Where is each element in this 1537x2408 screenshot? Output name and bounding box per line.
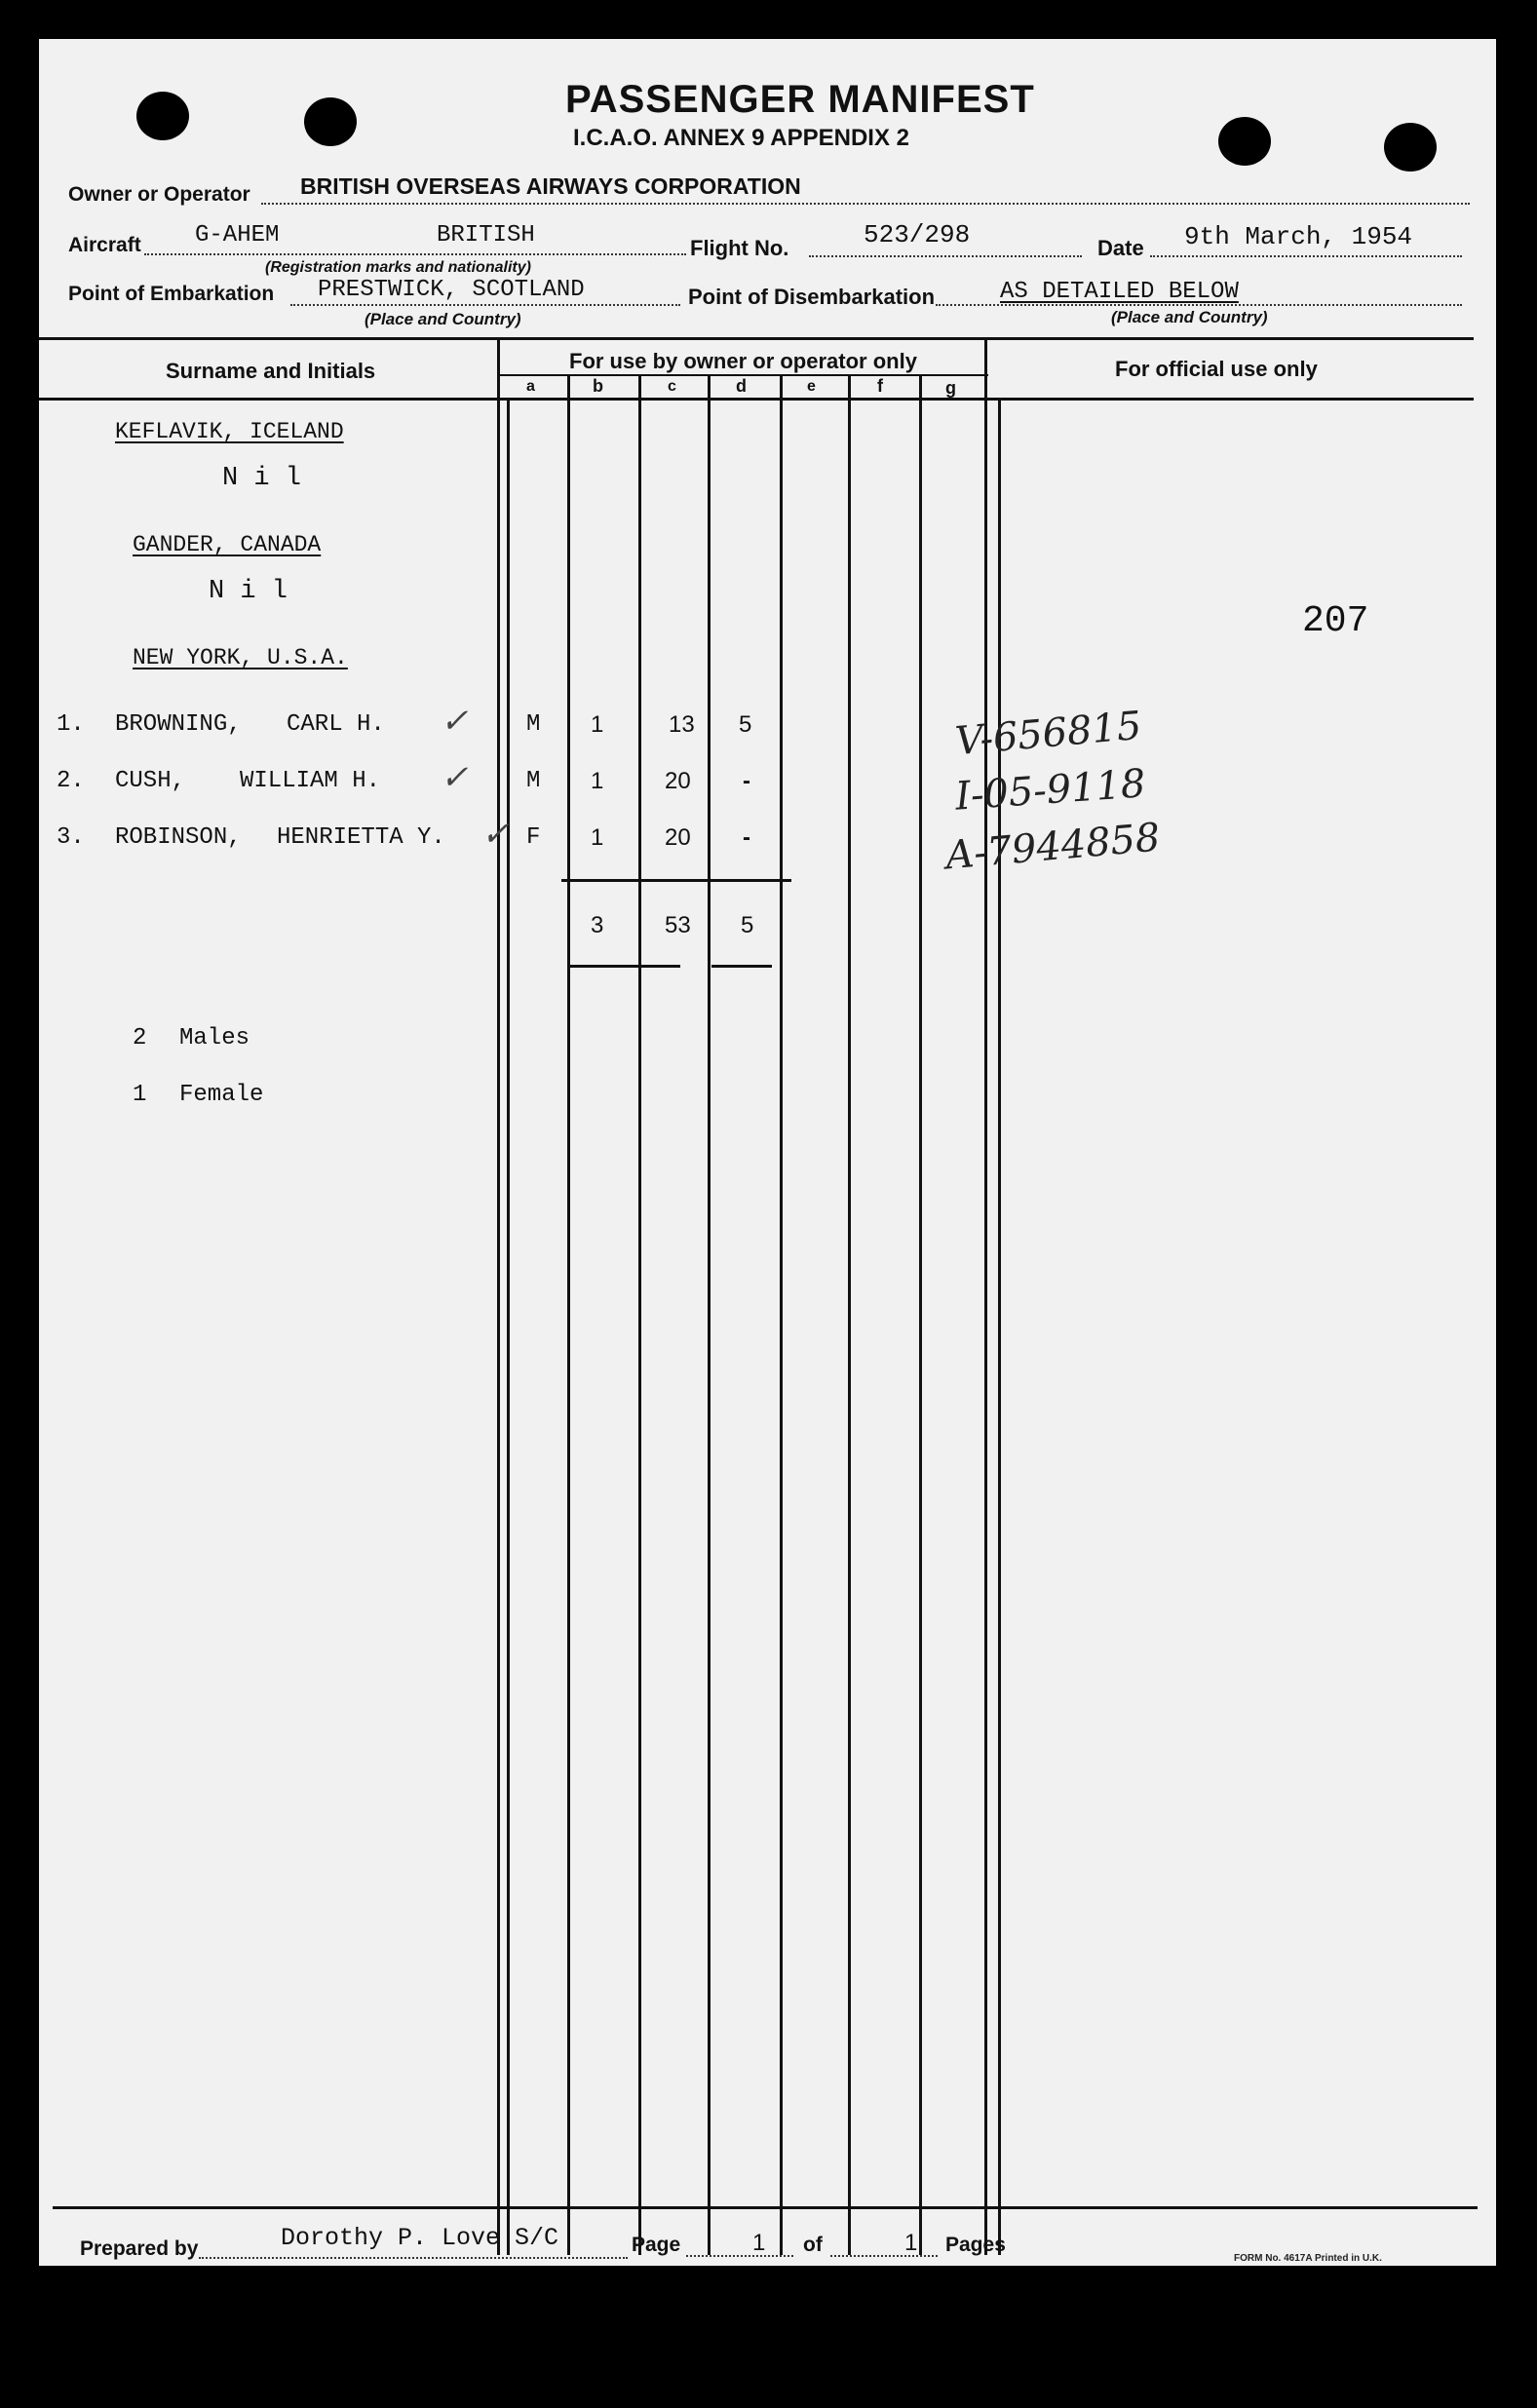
- passenger-surname: BROWNING,: [115, 711, 242, 738]
- passenger-official-note: V-656815: [953, 703, 1144, 765]
- col-rule-official-1: [984, 337, 987, 2255]
- passenger-surname: ROBINSON,: [115, 824, 242, 851]
- aircraft-label: Aircraft: [68, 234, 141, 256]
- passenger-col-b: 1: [591, 711, 604, 738]
- stop-gander-note: N i l: [209, 577, 288, 606]
- passenger-col-d: -: [743, 824, 750, 851]
- passenger-col-c: 20: [665, 768, 691, 794]
- embark-value: PRESTWICK, SCOTLAND: [318, 277, 585, 303]
- passenger-given-name: HENRIETTA Y.: [277, 824, 445, 851]
- passenger-col-d: 5: [739, 711, 752, 738]
- disembark-value: AS DETAILED BELOW: [1000, 279, 1239, 305]
- embark-label: Point of Embarkation: [68, 283, 275, 305]
- totals-bottom-rule-2: [711, 965, 772, 968]
- col-rule-g: [919, 376, 922, 2255]
- header-bottom-rule: [39, 398, 1474, 401]
- passenger-number: 1.: [57, 711, 85, 738]
- page-label: Page: [632, 2234, 681, 2256]
- totals-bottom-rule: [569, 965, 680, 968]
- owner-label: Owner or Operator: [68, 183, 250, 206]
- col-rule-e: [780, 376, 783, 2255]
- pages-label: Pages: [945, 2234, 1006, 2256]
- summary-female-label: Female: [179, 1082, 264, 1108]
- prepared-label: Prepared by: [80, 2237, 199, 2260]
- summary-male-label: Males: [179, 1025, 250, 1051]
- passenger-col-a: M: [526, 768, 541, 794]
- embark-caption: (Place and Country): [365, 310, 521, 328]
- page-value: 1: [752, 2230, 766, 2256]
- passenger-official-note: A-7944858: [943, 815, 1163, 879]
- sub-col-e: e: [807, 378, 816, 395]
- col-header-official: For official use only: [1115, 357, 1318, 381]
- date-value: 9th March, 1954: [1184, 222, 1413, 251]
- col-rule-official-2: [998, 400, 1001, 2255]
- punch-hole-2: [304, 97, 357, 146]
- stop-new-york: NEW YORK, U.S.A.: [133, 645, 348, 670]
- check-mark-icon: ✓: [481, 816, 510, 853]
- sub-col-g: g: [945, 378, 956, 398]
- page-dotted-line: [686, 2255, 793, 2257]
- passenger-official-note: I-05-9118: [953, 761, 1147, 820]
- form-subtitle: I.C.A.O. ANNEX 9 APPENDIX 2: [573, 125, 909, 151]
- embark-dotted-line: [290, 304, 680, 306]
- passenger-col-a: M: [526, 711, 541, 738]
- punch-hole-4: [1384, 123, 1437, 172]
- check-mark-icon: ✓: [441, 703, 469, 740]
- passenger-surname: CUSH,: [115, 768, 186, 794]
- total-col-b: 3: [591, 912, 604, 938]
- flight-label: Flight No.: [690, 236, 789, 260]
- passenger-col-c: 13: [669, 711, 695, 738]
- flight-dotted-line: [809, 255, 1082, 257]
- passenger-col-b: 1: [591, 824, 604, 851]
- prepared-dotted-line: [199, 2257, 628, 2259]
- punch-hole-3: [1218, 117, 1271, 166]
- sub-col-c: c: [668, 378, 676, 395]
- summary-female-count: 1: [133, 1082, 147, 1108]
- col-header-owner: For use by owner or operator only: [569, 349, 917, 373]
- aircraft-nationality: BRITISH: [437, 222, 535, 248]
- table-top-rule: [39, 337, 1474, 340]
- disembark-caption: (Place and Country): [1111, 308, 1268, 326]
- sub-col-a: a: [526, 378, 535, 395]
- total-col-d: 5: [741, 912, 754, 938]
- passenger-col-b: 1: [591, 768, 604, 794]
- passenger-col-c: 20: [665, 824, 691, 851]
- summary-male-count: 2: [133, 1025, 147, 1051]
- col-header-name: Surname and Initials: [166, 359, 376, 383]
- passenger-given-name: WILLIAM H.: [240, 768, 381, 794]
- of-value: 1: [904, 2230, 918, 2256]
- footer-rule: [53, 2206, 1478, 2209]
- date-dotted-line: [1150, 255, 1462, 257]
- form-number: FORM No. 4617A Printed in U.K.: [1234, 2253, 1382, 2264]
- owner-dotted-line: [261, 203, 1470, 205]
- passenger-number: 2.: [57, 768, 85, 794]
- stop-gander: GANDER, CANADA: [133, 532, 322, 557]
- passenger-col-a: F: [526, 824, 541, 851]
- aircraft-caption: (Registration marks and nationality): [265, 259, 531, 276]
- flight-value: 523/298: [864, 220, 971, 249]
- col-rule-name: [497, 337, 500, 2255]
- owner-value: BRITISH OVERSEAS AIRWAYS CORPORATION: [300, 173, 801, 199]
- check-mark-icon: ✓: [441, 759, 469, 796]
- stop-keflavik-note: N i l: [222, 464, 302, 493]
- col-rule-f: [848, 376, 851, 2255]
- of-dotted-line: [830, 2255, 938, 2257]
- aircraft-reg: G-AHEM: [195, 222, 280, 248]
- passenger-col-d: -: [743, 768, 750, 794]
- manifest-paper: [39, 39, 1496, 2266]
- disembark-label: Point of Disembarkation: [688, 285, 936, 309]
- punch-hole-1: [136, 92, 189, 140]
- sub-col-d: d: [736, 376, 747, 396]
- prepared-value: Dorothy P. Love S/C: [281, 2224, 559, 2252]
- passenger-number: 3.: [57, 824, 85, 851]
- total-col-c: 53: [665, 912, 691, 938]
- date-label: Date: [1097, 236, 1144, 260]
- of-label: of: [803, 2234, 823, 2256]
- aircraft-dotted-line: [144, 253, 686, 255]
- sub-col-b: b: [593, 376, 603, 396]
- disembark-dotted-line: [936, 304, 1462, 306]
- sub-col-f: f: [877, 376, 883, 396]
- passenger-given-name: CARL H.: [287, 711, 385, 738]
- form-title: PASSENGER MANIFEST: [565, 78, 1035, 121]
- col-rule-a: [507, 400, 510, 2255]
- totals-top-rule: [561, 879, 791, 882]
- col-rule-b: [567, 376, 570, 2255]
- col-rule-d: [708, 376, 711, 2255]
- col-rule-c: [638, 376, 641, 2255]
- stop-keflavik: KEFLAVIK, ICELAND: [115, 419, 344, 444]
- page-number-stamp: 207: [1302, 600, 1369, 642]
